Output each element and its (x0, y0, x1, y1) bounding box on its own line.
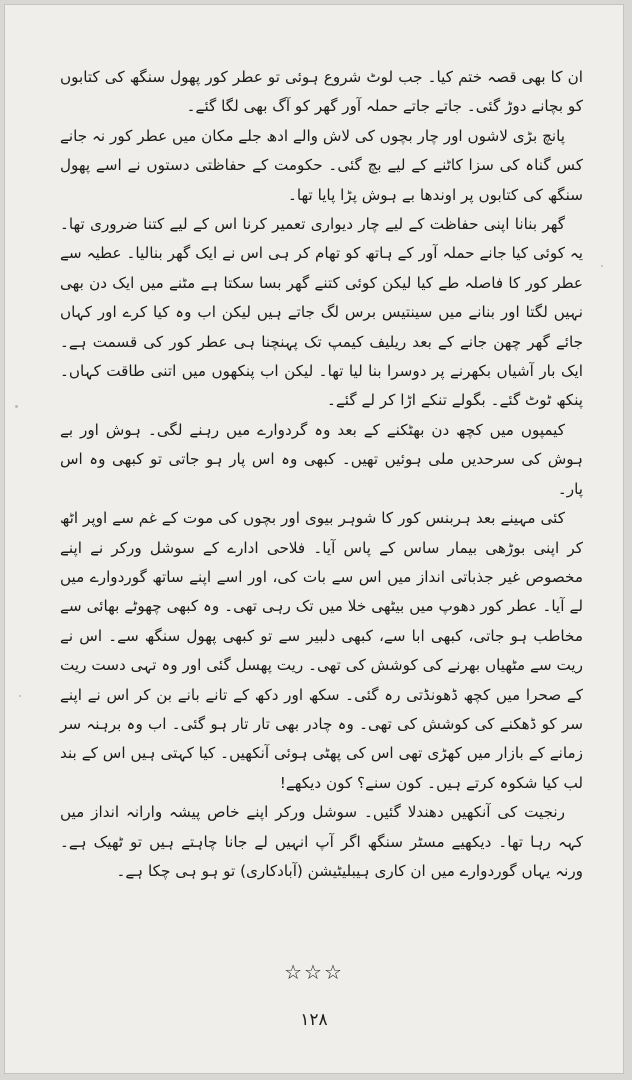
paragraph: رنجیت کی آنکھیں دھندلا گئیں۔ سوشل ورکر اپنے خاص پیشہ وارانہ انداز میں کہہ رہا تھا۔ دیکھیے مسٹر سنگھ اگر آپ انہیں لے جانا چاہتے ہیں تو ٹھیک ہے۔ ورنہ یہاں گوردوارے میں ان کاری ہیبلیٹیشن (آبادکاری) تو ہو ہی چکا ہے۔ (60, 803, 583, 880)
body-text (60, 63, 583, 886)
paper-speck (19, 695, 21, 697)
paragraph: کئی مہینے بعد ہربنس کور کا شوہر بیوی اور بچوں کی موت کے غم سے اوپر اٹھ کر اپنی بوڑھی بیمار ساس کے پاس آیا۔ فلاحی ادارے کے سوشل ورکر نے اپنے مخصوص غیر جذباتی انداز میں اس سے بات کی، اور اسے اپنے ساتھ گوردوارے میں لے آیا۔ عطر کور دھوپ میں بیٹھی خلا میں تک رہی تھی۔ وہ کبھی چھوٹے بھائی سے مخاطب ہو جاتی، کبھی ابا سے، کبھی دلبیر سے تو کبھی پھول سنگھ سے۔ اس نے ریت سے مٹھیاں بھرنے کی کوشش کی تھی۔ ریت پھسل گئی اور وہ تہی دست ریت کے صحرا میں کچھ ڈھونڈتی رہ گئی۔ سکھ اور دکھ کے تانے بانے بن کر اس نے اپنے سر کو ڈھکنے کی کوشش کی تھی۔ وہ چادر بھی تار تار ہو گئی۔ اب وہ برہنہ سر زمانے کے بازار میں کھڑی تھی اس کی پھٹی ہوئی آنکھیں۔ کیا کہتی ہیں اس کے بند لب کیا شکوہ کرتے ہیں۔ کون سنے؟ کون دیکھے! (60, 509, 583, 792)
section-break-stars: ☆☆☆ (284, 960, 344, 984)
paragraph: ان کا بھی قصہ ختم کیا۔ جب لوٹ شروع ہوئی تو عطر کور پھول سنگھ کی کتابوں کو بچانے دوڑ گئی۔ جاتے جاتے حملہ آور گھر کو آگ بھی لگا گئے۔ (60, 68, 583, 116)
paragraph: گھر بنانا اپنی حفاظت کے لیے چار دیواری تعمیر کرنا اس کے لیے کتنا ضروری تھا۔ یہ کوئی کیا جانے حملہ آور کے ہاتھ کو تھام کر ہی اس نے ایک گھر بنالیا۔ عطیہ سے عطر کور کا فاصلہ طے کیا لیکن کوئی کتنے گھر بسا سکتا ہے مٹنے میں ایک دن بھی نہیں لگتا اور بنانے میں سینتیس برس لگ جاتے ہیں لیکن اب وہ کیا کرے اور کہاں جائے گھر چھن جانے کے بعد ریلیف کیمپ تک پہنچنا ہی عطر کور کی قسمت ہے۔ ایک بار آشیاں بکھرنے پر دوسرا بنا لیا تھا۔ لیکن اب پنکھوں میں اتنی طاقت کہاں۔ پنکھ ٹوٹ گئے۔ بگولے تنکے اڑا کر لے گئے۔ (60, 215, 583, 410)
paper-speck (15, 405, 18, 408)
page-number: ۱۲۸ (300, 1010, 328, 1030)
paper-speck (601, 265, 603, 267)
paragraph: پانچ بڑی لاشوں اور چار بچوں کی لاش والے ادھ جلے مکان میں عطر کور نہ جانے کس گناہ کی سزا کاٹنے کے لیے بچ گئی۔ حکومت کے حفاظتی دستوں نے اسے پھول سنگھ کی کتابوں پر اوندھا بے ہوش پڑا پایا تھا۔ (60, 126, 583, 204)
book-page (4, 4, 624, 1074)
paragraph: کیمپوں میں کچھ دن بھٹکنے کے بعد وہ گردوارے میں رہنے لگی۔ ہوش اور بے ہوش کی سرحدیں ملی ہوئیں تھیں۔ کبھی وہ اس پار ہو جاتی تو کبھی وہ اس پار۔ (60, 420, 583, 498)
